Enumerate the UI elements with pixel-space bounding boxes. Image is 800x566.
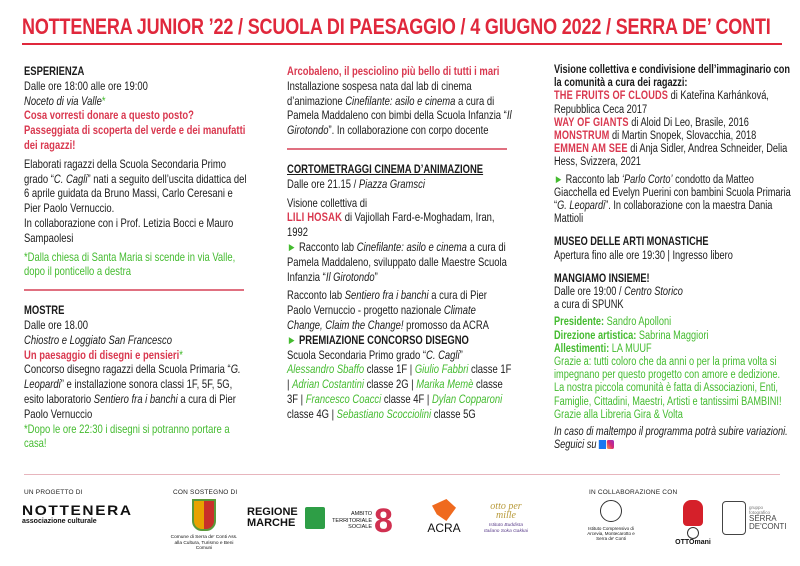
regione-emblem-icon	[305, 507, 325, 529]
text-segment: Racconto lab	[298, 239, 357, 254]
text-segment: Francesco Coacci	[305, 391, 382, 406]
text-segment: Centro Storico	[624, 286, 683, 299]
ottomani-text: OTTOmani	[675, 539, 711, 546]
instagram-icon[interactable]	[607, 440, 614, 449]
text-segment: LILI HOSAK	[287, 210, 343, 225]
text-block	[287, 79, 513, 138]
text-block	[554, 273, 791, 286]
text-segment: ESPERIENZA	[24, 64, 85, 78]
text-segment: promosso da ACRA	[403, 317, 489, 332]
regione-marche-logo	[247, 507, 325, 529]
text-block	[554, 90, 791, 116]
text-segment: classe 1F |	[364, 362, 415, 377]
text-segment: Dylan Copparoni	[431, 391, 503, 406]
text-segment: MANGIAMO INSIEME!	[554, 272, 650, 285]
text-block	[24, 422, 248, 452]
gruppo-fotografico-logo	[722, 501, 787, 535]
ambito-text: AMBITO TERRITORIALE SOCIALE	[332, 511, 372, 531]
text-segment: Sentiero fra i banchi	[93, 391, 178, 406]
text-segment: classe 4F |	[381, 391, 432, 406]
text-segment: ”	[374, 269, 378, 284]
text-segment: Seguici su	[554, 439, 597, 452]
regione-text: REGIONE MARCHE	[247, 506, 298, 529]
text-segment: MONSTRUM	[554, 130, 610, 143]
support-label: CON SOSTEGNO DI	[173, 489, 238, 496]
text-segment: Sebastiano Scocciolini	[336, 406, 432, 421]
camera-icon	[722, 501, 746, 535]
text-segment: Dalle ore 19:00 /	[554, 286, 625, 299]
text-block	[554, 143, 791, 169]
text-segment: LA MUUF	[609, 342, 652, 355]
text-segment: WAY OF GIANTS	[554, 116, 629, 129]
text-block	[24, 157, 248, 216]
text-segment: Giulio Fabbri	[414, 362, 469, 377]
ambito-logo	[332, 504, 393, 538]
text-segment: Direzione artistica:	[554, 329, 637, 342]
text-segment: a cura di Pamela Maddaleno, sviluppato dalle Maestre Scuola Infanzia “	[287, 239, 507, 284]
text-block	[554, 236, 791, 249]
text-block	[287, 348, 513, 363]
text-segment: classe 2G |	[363, 377, 417, 392]
text-segment: Visione collettiva e condivisione dell’immaginario con la comunità a cura dei ragazzi:	[554, 64, 791, 90]
ottopermille-text: otto per mille	[490, 501, 522, 521]
text-segment: EMMEN AM SEE	[554, 143, 628, 156]
red-glove-icon	[683, 500, 703, 526]
text-block	[554, 356, 791, 422]
text-segment: Climate Change, Claim the Change!	[287, 303, 476, 332]
text-segment: MOSTRE	[24, 303, 65, 318]
text-segment: Il Girotondo	[287, 108, 512, 138]
text-segment: Piazza Gramsci	[358, 176, 425, 191]
text-segment: Sabrina Maggiori	[636, 329, 709, 342]
text-block	[24, 108, 248, 152]
text-segment: classe 3F |	[287, 377, 503, 406]
column-left	[24, 64, 248, 451]
text-segment: Allestimenti:	[554, 342, 610, 355]
text-block	[554, 439, 791, 452]
text-segment: condotto da Matteo Giacchella ed Evelyn Puerini con bambini Scuola Primaria “	[554, 173, 791, 213]
text-segment: THE FRUITS OF CLOUDS	[554, 90, 669, 103]
project-label: UN PROGETTO DI	[24, 489, 83, 496]
play-triangle-icon: ►	[287, 332, 299, 347]
text-segment: PREMIAZIONE CONCORSO DISEGNO	[298, 332, 469, 347]
text-segment: di Kateřina Karhánková, Repubblica Ceca 2017	[554, 90, 769, 116]
text-segment: classe 5G	[431, 406, 476, 421]
column-right	[554, 64, 791, 452]
text-block	[24, 318, 248, 333]
divider	[24, 474, 780, 475]
text-block	[24, 362, 248, 421]
text-segment: Dalle ore 18:00 alle ore 19:00	[24, 78, 148, 93]
text-block	[554, 316, 791, 329]
text-segment: Dalle ore 18.00	[24, 317, 89, 332]
text-segment: classe 1F |	[287, 362, 512, 392]
ottopermille-logo	[482, 502, 530, 534]
text-block	[24, 303, 248, 318]
text-segment: In caso di maltempo il programma potrà subire variazioni.	[554, 426, 788, 439]
text-segment: di Anja Sidler, Andrea Schneider, Delia Hess, Svizzera, 2021	[554, 143, 788, 169]
text-segment: ”. In collaborazione con la maestra Dania Mattioli	[554, 200, 773, 226]
istituto-logo	[583, 500, 639, 541]
text-segment: Presidente:	[554, 316, 605, 329]
serra-text: SERRA DE'CONTI	[749, 514, 787, 531]
text-segment: Un paesaggio di disegni e pensieri	[24, 347, 180, 362]
text-block	[554, 299, 791, 312]
text-segment: Adrian Costantini	[292, 377, 364, 392]
text-segment: Cinefilante: asilo e cinema	[356, 239, 467, 254]
ottopermille-subtitle: Istituto Buddista Italiano Soka Gakkai	[484, 523, 528, 534]
text-block	[287, 333, 513, 348]
text-block	[24, 64, 248, 79]
text-block	[24, 250, 248, 280]
text-segment: a cura di SPUNK	[554, 299, 624, 312]
text-block	[554, 343, 791, 356]
section-divider	[287, 148, 507, 150]
text-segment: a cura di Pier Paolo Vernuccio - progetto nazionale	[287, 288, 487, 318]
coat-of-arms-icon	[192, 499, 216, 531]
text-block	[287, 196, 513, 211]
text-block	[287, 64, 513, 79]
text-segment: Il Girotondo	[325, 269, 375, 284]
text-segment: Arcobaleno, il pesciolino più bello di tutti i mari	[287, 64, 500, 78]
text-block	[24, 348, 248, 363]
collab-label: IN COLLABORAZIONE CON	[589, 489, 678, 496]
facebook-icon[interactable]	[599, 440, 606, 449]
text-segment: G. Leopardi	[557, 200, 606, 213]
text-segment: Apertura fino alle ore 19:30 | Ingresso libero	[554, 249, 733, 262]
nottenera-subtitle: associazione culturale	[22, 518, 97, 525]
text-segment: classe 4G |	[287, 406, 337, 421]
text-segment: ” nati a seguito dell’uscita didattica del 6 aprile guidata da Bruno Massi, Carlo Ceresani e Pier Paolo Vernuccio.	[24, 171, 247, 216]
text-segment: Racconto lab	[565, 173, 622, 186]
text-block	[287, 288, 513, 332]
text-block	[287, 240, 513, 284]
text-segment: di Aloid Di Leo, Brasile, 2016	[628, 116, 749, 129]
play-triangle-icon: ►	[287, 239, 299, 254]
text-segment: Alessandro Sbaffo	[287, 362, 365, 377]
text-segment: C. Cagli	[426, 347, 460, 362]
text-block	[554, 117, 791, 130]
text-segment: Grazie a: tutti coloro che da anni o per la prima volta si impegnano per questo progetto con amore e dedizione. La nostra piccola comunità è fatta di Associazioni, Enti, Famiglie, Cittadini, Maestri, Artisti e tantissimi BAMBINI! Grazie alla Libreria Gira & Volta	[554, 356, 782, 421]
text-block	[24, 216, 248, 246]
text-block	[554, 130, 791, 143]
gruppo-text: gruppo fotografico	[749, 505, 771, 515]
ambito-eight-icon: 8	[374, 502, 393, 540]
text-segment: *	[101, 93, 106, 108]
text-segment: Dalle ore 21.15 /	[287, 176, 359, 191]
italian-emblem-icon	[600, 500, 622, 522]
section-divider	[24, 289, 244, 291]
text-block	[24, 333, 248, 348]
text-segment: di Martin Snopek, Slovacchia, 2018	[609, 130, 757, 143]
text-segment: di Vajiollah Fard-e-Moghadam, Iran, 1992	[287, 210, 495, 240]
text-segment: CORTOMETRAGGI CINEMA D’ANIMAZIONE	[287, 161, 484, 176]
text-segment: Cosa vorresti donare a questo posto? Passeggiata di scoperta del verde e dei manufatti dei ragazzi!	[24, 108, 246, 152]
text-segment: Sentiero fra i banchi	[344, 288, 429, 303]
text-segment: ‘Parlo Corto’	[621, 173, 673, 186]
title-underline	[22, 43, 782, 45]
acra-logo	[424, 499, 464, 535]
text-segment: G. Leopardi	[24, 362, 241, 392]
text-block	[554, 286, 791, 299]
istituto-text: Istituto Comprensivo di Arcevia, Montecarotto e Serra de' Conti	[587, 526, 635, 541]
text-segment: In collaborazione con i Prof. Letizia Bocci e Mauro Sampaolesi	[24, 215, 234, 245]
text-segment: Chiostro e Loggiato San Francesco	[24, 332, 172, 347]
text-block	[554, 426, 791, 439]
text-segment: C. Cagli	[53, 171, 88, 186]
text-segment: ”	[459, 347, 463, 362]
text-segment: ”. In collaborazione con corpo docente	[328, 123, 489, 138]
text-segment: Installazione sospesa nata dal lab di cinema d’animazione	[287, 78, 472, 108]
text-segment: Sandro Apolloni	[604, 316, 672, 329]
text-segment: Noceto di via Valle	[24, 93, 102, 108]
acra-hand-icon	[432, 499, 456, 521]
text-block	[554, 174, 791, 227]
text-segment: MUSEO DELLE ARTI MONASTICHE	[554, 236, 709, 249]
text-block	[287, 362, 513, 421]
ottomani-logo	[672, 500, 714, 546]
text-segment: a cura di Pamela Maddaleno con bimbi della Scuola Infanzia “	[287, 93, 507, 123]
text-segment: Visione collettiva di	[287, 195, 368, 210]
nottenera-logo-text: NOTTENERA	[22, 502, 133, 518]
page-title: NOTTENERA JUNIOR ’22 / SCUOLA DI PAESAGGIO / 4 GIUGNO 2022 / SERRA DE’ CONTI	[22, 14, 771, 39]
text-block	[24, 79, 248, 94]
nottenera-logo	[22, 502, 133, 525]
face-icon	[687, 527, 699, 539]
comune-text: Comune di Serra de' Conti Ass. alla Cultura, Turismo e Beni Comuni	[170, 535, 238, 551]
text-segment: ” e installazione sonora classi 1F, 5F, 5G, esito laboratorio	[24, 377, 233, 406]
text-segment: Racconto lab	[287, 288, 345, 303]
text-segment: Elaborati ragazzi della Scuola Secondaria Primo grado “	[24, 156, 226, 186]
text-block	[287, 210, 513, 240]
text-segment: *	[179, 347, 183, 362]
text-block	[287, 177, 513, 192]
text-segment: a cura di Pier Paolo Vernuccio	[24, 391, 236, 421]
text-block	[24, 94, 248, 109]
acra-text: ACRA	[427, 521, 461, 535]
text-segment: Concorso disegno ragazzi della Scuola Primaria “	[24, 362, 231, 377]
column-middle	[287, 64, 513, 422]
text-segment: Scuola Secondaria Primo grado “	[287, 347, 427, 362]
text-block	[554, 330, 791, 343]
text-block	[554, 64, 791, 90]
text-block	[287, 162, 513, 177]
text-segment: *Dalla chiesa di Santa Maria si scende in via Valle, dopo il ponticello a destra	[24, 249, 236, 279]
play-triangle-icon: ►	[554, 173, 566, 186]
text-segment: *Dopo le ore 22:30 i disegni si potranno portare a casa!	[24, 421, 230, 451]
text-block	[554, 250, 791, 263]
text-segment: Cinefilante: asilo e cinema	[345, 93, 456, 108]
text-segment: Marika Memè	[416, 377, 474, 392]
comune-logo	[168, 499, 240, 552]
